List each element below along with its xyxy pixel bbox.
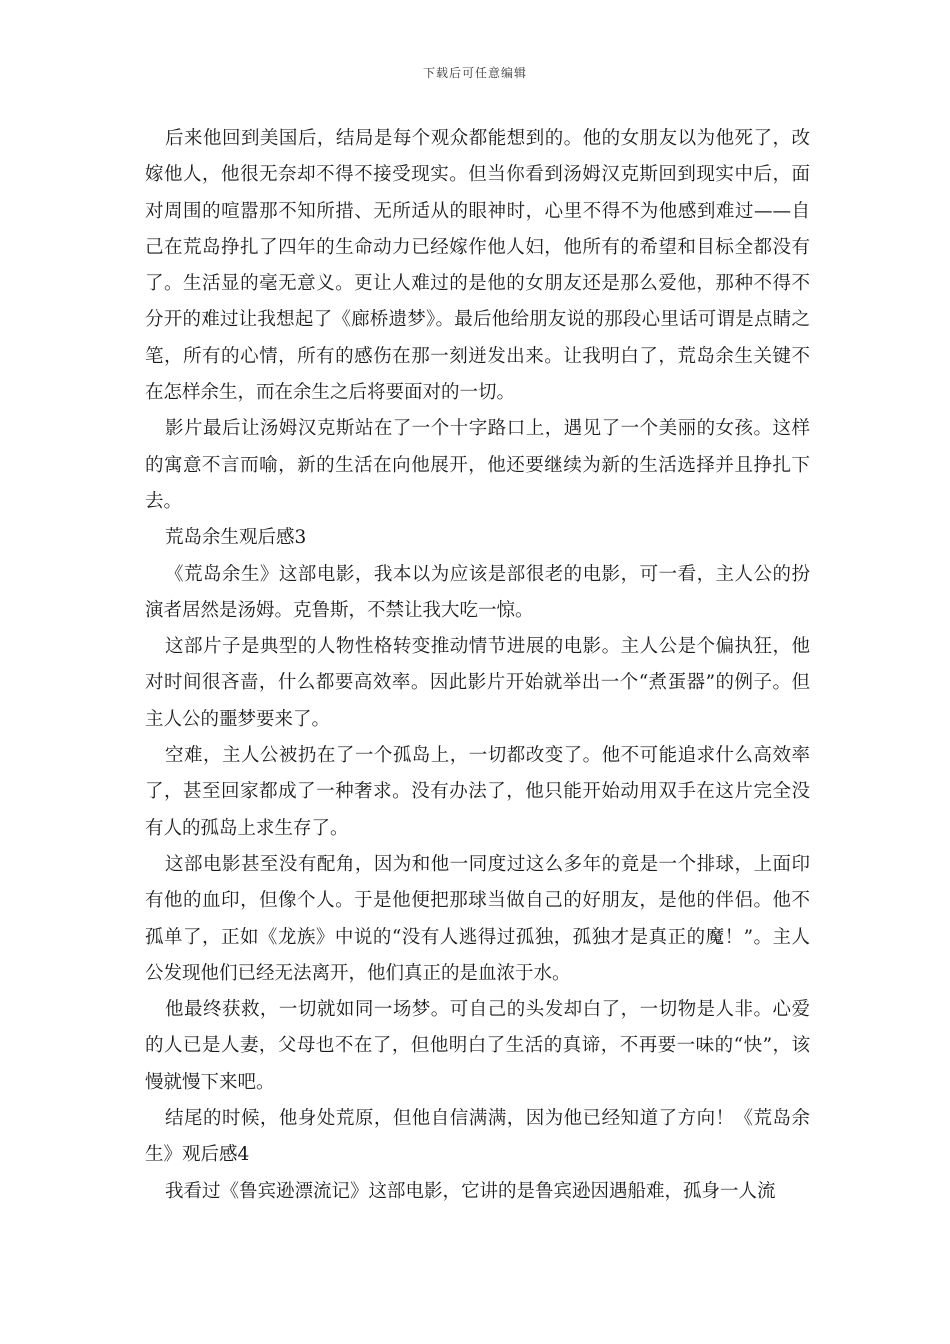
paragraph-rescue: 他最终获救，一切就如同一场梦。可自己的头发却白了，一切物是人非。心爱的人已是人妻，父母也不在了，但他明白了生活的真谛，不再要一味的“快”，该慢就慢下来吧。 xyxy=(145,999,810,1093)
paragraph-character: 这部片子是典型的人物性格转变推动情节进展的电影。主人公是个偏执狂，他对时间很吝啬，什么都要高效率。因此影片开始就举出一个“煮蛋器”的例子。但主人公的噩梦要来了。 xyxy=(145,636,810,730)
page-header: 下载后可任意编辑 xyxy=(422,66,527,80)
paragraph-intro-3: 《荒岛余生》这部电影，我本以为应该是部很老的电影，可一看，主人公的扮演者居然是汤姆。克鲁斯，不禁让我大吃一惊。 xyxy=(145,563,810,621)
paragraph-crash: 空难，主人公被扔在了一个孤岛上，一切都改变了。他不可能追求什么高效率了，甚至回家都成了一种奢求。没有办法了，他只能开始动用双手在这片完全没有人的孤岛上求生存了。 xyxy=(145,745,810,839)
paragraph-crossroad: 影片最后让汤姆汉克斯站在了一个十字路口上，遇见了一个美丽的女孩。这样的寓意不言而喻，新的生活在向他展开，他还要继续为新的生活选择并且挣扎下去。 xyxy=(145,418,810,512)
paragraph-ending: 后来他回到美国后，结局是每个观众都能想到的。他的女朋友以为他死了，改嫁他人，他很无奈却不得不接受现实。但当你看到汤姆汉克斯回到现实中后，面对周围的喧嚣那不知所措、无所适从的眼神时，心里不得不为他感到难过——自己在荒岛挣扎了四年的生命动力已经嫁作他人妇，他所有的希望和目标全都没有了。生活显的毫无意义。更让人难过的是他的女朋友还是那么爱他，那种不得不分开的难过让我想起了《廊桥遗梦》。最后他给朋友说的那段心里话可谓是点睛之笔，所有的心情，所有的感伤在那一刻迸发出来。让我明白了，荒岛余生关键不在怎样余生，而在余生之后将要面对的一切。 xyxy=(145,128,810,404)
paragraph-robinson: 我看过《鲁宾逊漂流记》这部电影，它讲的是鲁宾逊因遇船难，孤身一人流 xyxy=(165,1180,776,1202)
paragraph-conclusion: 结尾的时候，他身处荒原，但他自信满满，因为他已经知道了方向！《荒岛余生》观后感4 xyxy=(145,1108,810,1166)
section-title-3: 荒岛余生观后感3 xyxy=(165,527,307,549)
document-body xyxy=(145,121,810,1210)
paragraph-volleyball: 这部电影甚至没有配角，因为和他一同度过这么多年的竟是一个排球，上面印有他的血印，但像个人。于是他便把那球当做自己的好朋友，是他的伴侣。他不孤单了，正如《龙族》中说的“没有人逃得过孤独，孤独才是真正的魔！”。主人公发现他们已经无法离开，他们真正的是血浓于水。 xyxy=(145,853,810,984)
